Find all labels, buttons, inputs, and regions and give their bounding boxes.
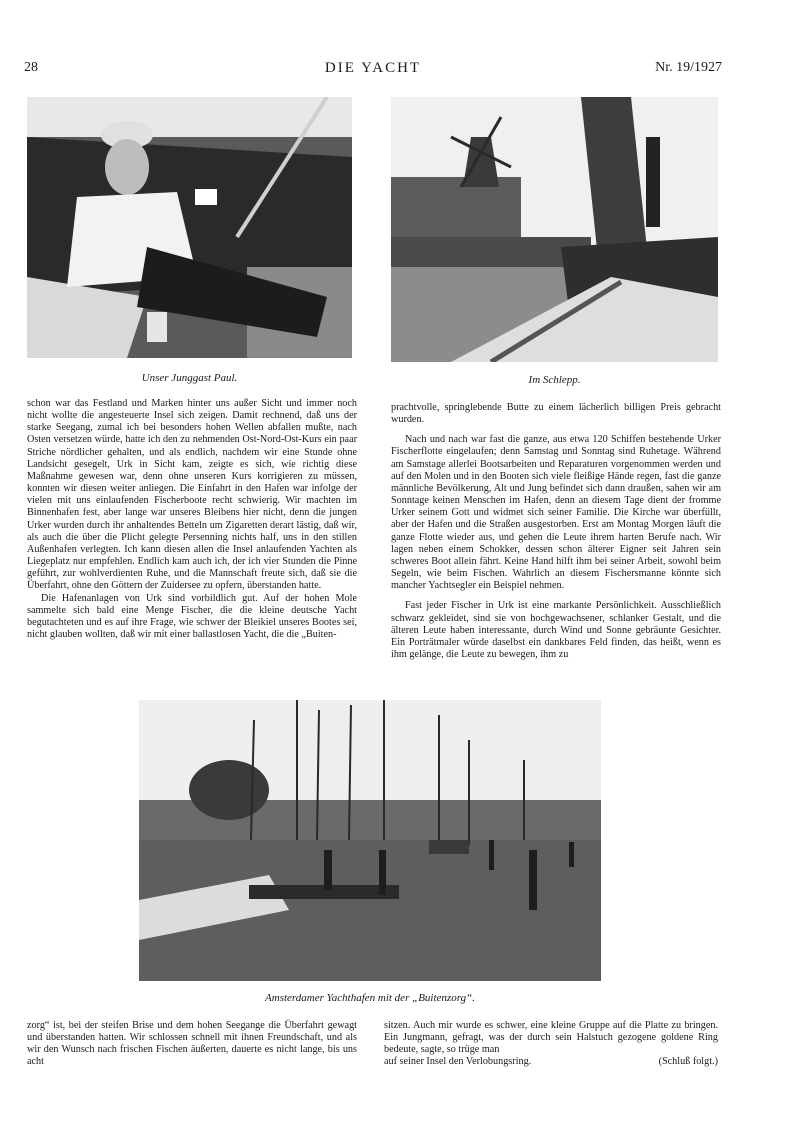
bottom-right-column [384, 1020, 718, 1069]
closing-line [384, 1056, 718, 1068]
left-paragraph-1: schon war das Festland und Marken hinter uns außer Sicht und immer noch nicht wollte die angesteuerte Insel sich zeigen. Damit rechnend, daß uns der starke Seegang, zumal ich bei besonders hohen Wellen abfallen mußte, nach Osten versetzen würde, hatte ich den zu nehmenden Ost-Nord-Ost-Kurs ein paar Striche nördlicher gehalten, und als endlich, nachdem wir eine Stunde ohne Landsicht gesegelt, Urk in Sicht kam, zeigte es sich, wie richtig diese Maßnahme gewesen war, denn ohne unseren Kurs korrigieren zu müssen, konnten wir diesen weiter anliegen. Die Einfahrt in den Hafen war infolge der vielen mit uns einlaufenden Fischerboote recht schwierig. Wir machten im Binnenhafen fest, aber lange war unseres Bleibens hier nicht, denn die jungen Urker wurden durch ihr anhaltendes Betteln um Zigaretten derart lästig, daß wir, als auch die über die Plicht gelegte Persenning nichts half, uns in den stillen Außenhafen verlegten. Ich kann diesen allen die Insel anlaufenden Yachten als Liegeplatz nur empfehlen. Endlich kam auch ich, der ich vier Stunden die Pinne geführt, zur wohlverdienten Ruhe, und die Mannschaft freute sich, daß sie die Überfahrt, ohne den Göttern der Zuidersee zu opfern, überstanden hatte. [27, 398, 357, 592]
bottom-left-column [27, 1020, 357, 1069]
page-header [24, 60, 722, 80]
caption-junggast: Unser Junggast Paul. [141, 372, 238, 384]
magazine-title: DIE YACHT [324, 60, 422, 76]
photo-junggast [27, 97, 352, 358]
right-paragraph-3: Fast jeder Fischer in Urk ist eine markante Persönlichkeit. Ausschließlich schwarz gekleidet, sind sie von hochgewachsener, schlanker Gestalt, und die älteren Leute haben interessante, durch Wind und Sonne gebräunte Gesichter. Ein Porträtmaler würde daselbst ein dankbares Feld finden, das heißt, wenn es ihm gelänge, die Leute zu bewegen, ihm zu [391, 600, 721, 660]
right-paragraph-2: Nach und nach war fast die ganze, aus etwa 120 Schiffen bestehende Urker Fischerflotte eingelaufen; denn Samstag und Sonntag sind Ruhetage. Während am Samstage allerlei Bootsarbeiten und Reparaturen vorgenommen werden und auf den Molen und in den Booten sich viele fleißige Hände regen, fast die ganze männliche Bevölkerung, Alt und Jung befindet sich dann draußen, sahen wir am Sonntage keinen Menschen im Hafen, denn an diesem Tage dient der fromme Urker seinem Gott und widmet sich seiner Familie. Die Kirche war überfüllt, aber der Hafen und die Straßen ausgestorben. Erst am Montag Morgen läuft die ganze Flotte wieder aus, und gehen die Leute ihrem harten Berufe nach. Wir lagen neben einem Schokker, dessen schon älterer Eigner seit Jahren sein schweres Boot allein fährt. Keine Hand hilft ihm bei seiner Arbeit, sowohl beim Segeln, wie beim Fischen. Wahrlich an diesem Fischersmanne könnte sich mancher Yachtsegler ein Beispiel nehmen. [391, 434, 721, 592]
caption-yachthafen: Amsterdamer Yachthafen mit der „Buitenzorg“. [265, 992, 475, 1004]
caption-schlepp: Im Schlepp. [528, 374, 581, 386]
photo-schlepp [391, 97, 718, 362]
bottom-left-paragraph: zorg“ ist, bei der steifen Brise und dem hohen Seegange die Überfahrt gewagt und überstanden hatten. Wir schlossen schnell mit ihnen Freundschaft, und als wir den Wunsch nach frischen Fischen äußerten, dauerte es nicht lange, bis uns acht [27, 1020, 357, 1068]
to-be-continued-note: (Schluß folgt.) [658, 1056, 718, 1068]
left-paragraph-2: Die Hafenanlagen von Urk sind vorbildlich gut. Auf der hohen Mole sammelte sich bald eine Menge Fischer, die die kleine deutsche Yacht begutachteten und es auf ihre Frage, wie schwer der Bleikiel unseres Bootes sei, nicht glauben wollten, daß wir mit einer ballastlosen Yacht, die die „Buiten- [27, 592, 357, 640]
left-column [27, 398, 357, 641]
bottom-right-paragraph: sitzen. Auch mir wurde es schwer, eine kleine Gruppe auf die Platte zu bringen. Ein Jungmann, gefragt, was der durch sein Halstuch gezogene goldene Ring bedeute, sagte, so trüge man [384, 1020, 718, 1056]
right-paragraph-1: prachtvolle, springlebende Butte zu einem lächerlich billigen Preis gebracht wurden. [391, 402, 721, 426]
photo-yachthafen [139, 700, 601, 981]
closing-sentence: auf seiner Insel den Verlobungsring. [384, 1056, 532, 1068]
page-number: 28 [24, 60, 38, 75]
issue-number: Nr. 19/1927 [655, 60, 722, 75]
right-column [391, 402, 721, 661]
